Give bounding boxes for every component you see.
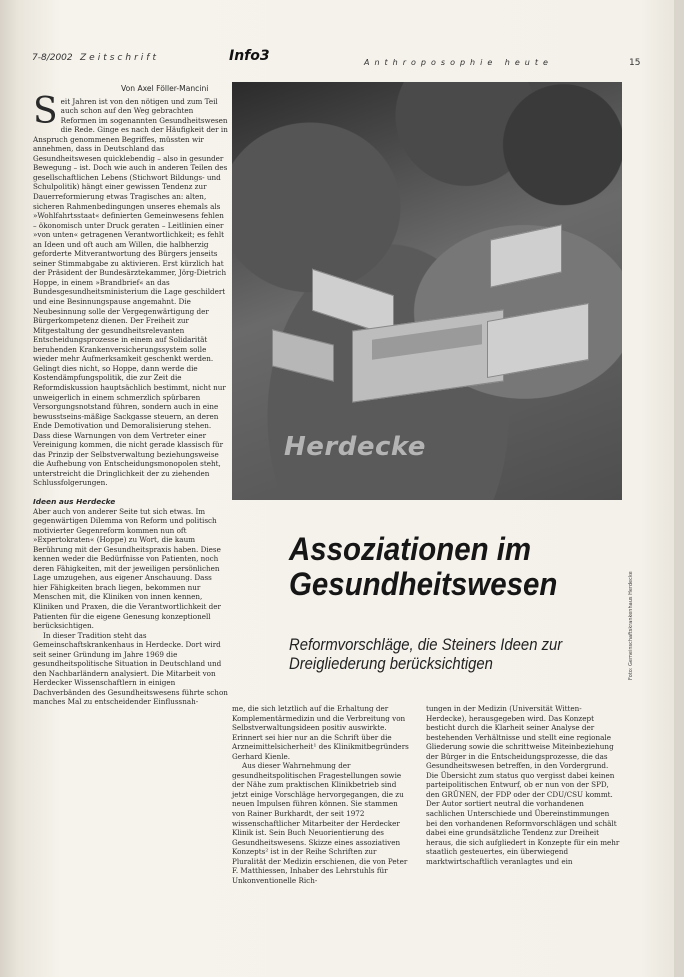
intro-paragraph — [33, 90, 228, 488]
photo-credit: Foto: Gemeinschaftskrankenhaus Herdecke — [628, 571, 634, 680]
drop-cap: S — [33, 90, 58, 132]
article-column-left — [33, 84, 228, 707]
article-column-right — [426, 704, 621, 866]
photo-building — [490, 224, 562, 287]
body-paragraph: In dieser Tradition steht das Gemeinschaftskrankenhaus in Herdecke. Dort wird seit seiner Gründung im Jahre 1969 die gesundheitspolitische Situation in Deutschland und den Nachbarländern analysiert. Die Mitarbeit von Herdecker Wissenschaftlern in einigen Dachverbänden des Gesundheitswesens führte schon manches Mal zu entscheidender Einflussnah- — [33, 630, 228, 707]
author-byline: Von Axel Föller-Mancini — [121, 84, 209, 93]
body-paragraph: tungen in der Medizin (Universität Witten-Herdecke), herausgegeben wird. Das Konzept besticht durch die Klarheit seiner Analyse der bestehenden Verhältnisse und stellt eine regionale Gliederung sowie die schrittweise Miteinbeziehung der Bürger in die Entscheidungsprozesse, die das Gesundheitswesen betreffen, in den Vordergrund. Die Übersicht zum status quo vergisst dabei keinen parteipolitischen Entwurf, ob er nun von der SPD, den GRÜNEN, der FDP oder der CDU/CSU kommt. Der Autor sortiert neutral die vorhandenen sachlichen Unterschiede und Übereinstimmungen bei den vorhandenen Reformvorschlägen und schält dabei eine grundsätzliche Tendenz zur Dreiheit heraus, die sich aufgliedert in Konzepte für ein mehr staatlich gesteuertes, ein überwiegend marktwirtschaftlich veranlagtes und ein — [426, 704, 620, 866]
subheading: Ideen aus Herdecke — [33, 496, 116, 506]
issue-number: 7-8/2002 — [32, 53, 73, 63]
intro-text: eit Jahren ist von den nötigen und zum Teil auch schon auf den Weg gebrachten Reformen im sogenannten Gesundheitswesen die Rede. Ginge es nach der Häufigkeit der in Anspruch genommenen Begriffes, müssten wir annehmen, dass in Deutschland das Gesundheitswesen quicklebendig – also in gesunder Bewegung – ist. Doch wie auch in anderen Teilen des gesellschaftlichen Lebens (Stichwort Bildungs- und Schulpolitik) hängt einer gewissen Tendenz zur Dauerreformierung etwas Tragisches an: alten, sicheren Rahmenbedingungen unseres ehemals als »Wohlfahrtsstaat« definierten Gemeinwesens fehlen – ökonomisch unter Druck geraten – Leitlinien einer »von unten« getragenen Verantwortlichkeit; es fehlt an Ideen und oft auch am Willen, die halbherzig geforderte Mitverantwortung des Bürgers jenseits seiner Stimmabgabe zu aktivieren. Erst kürzlich hat der Präsident der Bundesärztekammer, Jörg-Dietrich Hoppe, in einem »Brandbrief« an das Bundesgesundheitsministerium die Lage geschildert und eine Besinnungspause angemahnt. Die Neubesinnung solle der Vergegenwärtigung der Bürgerkompetenz dienen. Der Freiheit zur Mitgestaltung der gesundheitsrelevanten Entscheidungsprozesse in einem auf Solidarität beruhenden Krankenversicherungssystem solle wieder mehr Aufmerksamkeit geschenkt werden. Gelingt dies nicht, so Hoppe, dann werde die Kostendämpfungspolitik, die zur Zeit die Reformdiskussion hauptsächlich bestimmt, nicht nur unweigerlich in einem schmerzlich spürbaren Versorgungsnotstand führen, sondern auch in eine bewusstseins-mäßige Sackgasse steuern, an deren Ende Demotivation und Demoralisierung stehen. Dass diese Warnungen von dem Vertreter einer Vereinigung kommen, die nicht gerade klassisch für das Prinzip der Selbstverwaltung beziehungsweise die Aufhebung von Entscheidungsmonopolen steht, unterstreicht die Dringlichkeit der zu ziehenden Schlussfolgerungen. — [33, 96, 228, 488]
body-paragraph: Aber auch von anderer Seite tut sich etwas. Im gegenwärtigen Dilemma von Reform und politisch motivierter Gegenreform kommen nun oft »Expertokraten« (Hoppe) zu Wort, die kaum Berührung mit der Gesundheitspraxis haben. Diese kennen weder die Bedürfnisse von Patienten, noch deren Fähigkeiten, mit der jeweiligen persönlichen Lage umzugehen, aus eigener Anschauung. Dass hier Fähigkeiten brach liegen, bekommen nur Menschen mit, die Kliniken von innen kennen, Kliniken und Praxen, die die Verantwortlichkeit der Patienten für die eigene Genesung konzeptionell berücksichtigen. — [33, 506, 221, 631]
section-label: Anthroposophie heute — [364, 58, 553, 67]
aerial-photo — [232, 82, 622, 500]
body-paragraph: me, die sich letztlich auf die Erhaltung der Komplementärmedizin und die Verbreitung von Selbstverwaltungsideen positiv auswirkte. Erinnert sei hier nur an die Schrift über die Arzneimittelsicherheit¹ des Klinikmitbegründers Gerhard Kienle. — [232, 704, 409, 761]
article-headline: Assoziationen im Gesundheitswesen — [289, 531, 558, 602]
photo-building — [272, 329, 334, 381]
zeitschrift-label: Zeitschrift — [80, 53, 159, 63]
article-column-middle — [232, 704, 412, 885]
body-paragraph: Aus dieser Wahrnehmung der gesundheitspolitischen Fragestellungen sowie der Nähe zum praktischen Klinikbetrieb sind jetzt einige Vorschläge hervorgegangen, die zu neuen Impulsen führen können. Sie stammen von Rainer Burkhardt, der seit 1972 wissenschaftlicher Mitarbeiter der Herdecker Klinik ist. Sein Buch Neuorientierung des Gesundheitswesens. Skizze eines assoziativen Konzepts² ist in der Reihe Schriften zur Pluralität der Medizin erschienen, die von Peter F. Matthiessen, Inhaber des Lehrstuhls für Unkonventionelle Rich- — [232, 761, 408, 885]
magazine-logo: Info3 — [229, 48, 270, 64]
article-subtitle: Reformvorschläge, die Steiners Ideen zur Dreigliederung berücksichtigen — [289, 636, 563, 673]
photo-caption-label: Herdecke — [284, 432, 426, 462]
running-header — [32, 48, 644, 68]
page-edge — [674, 0, 684, 977]
page-number: 15 — [629, 58, 641, 68]
